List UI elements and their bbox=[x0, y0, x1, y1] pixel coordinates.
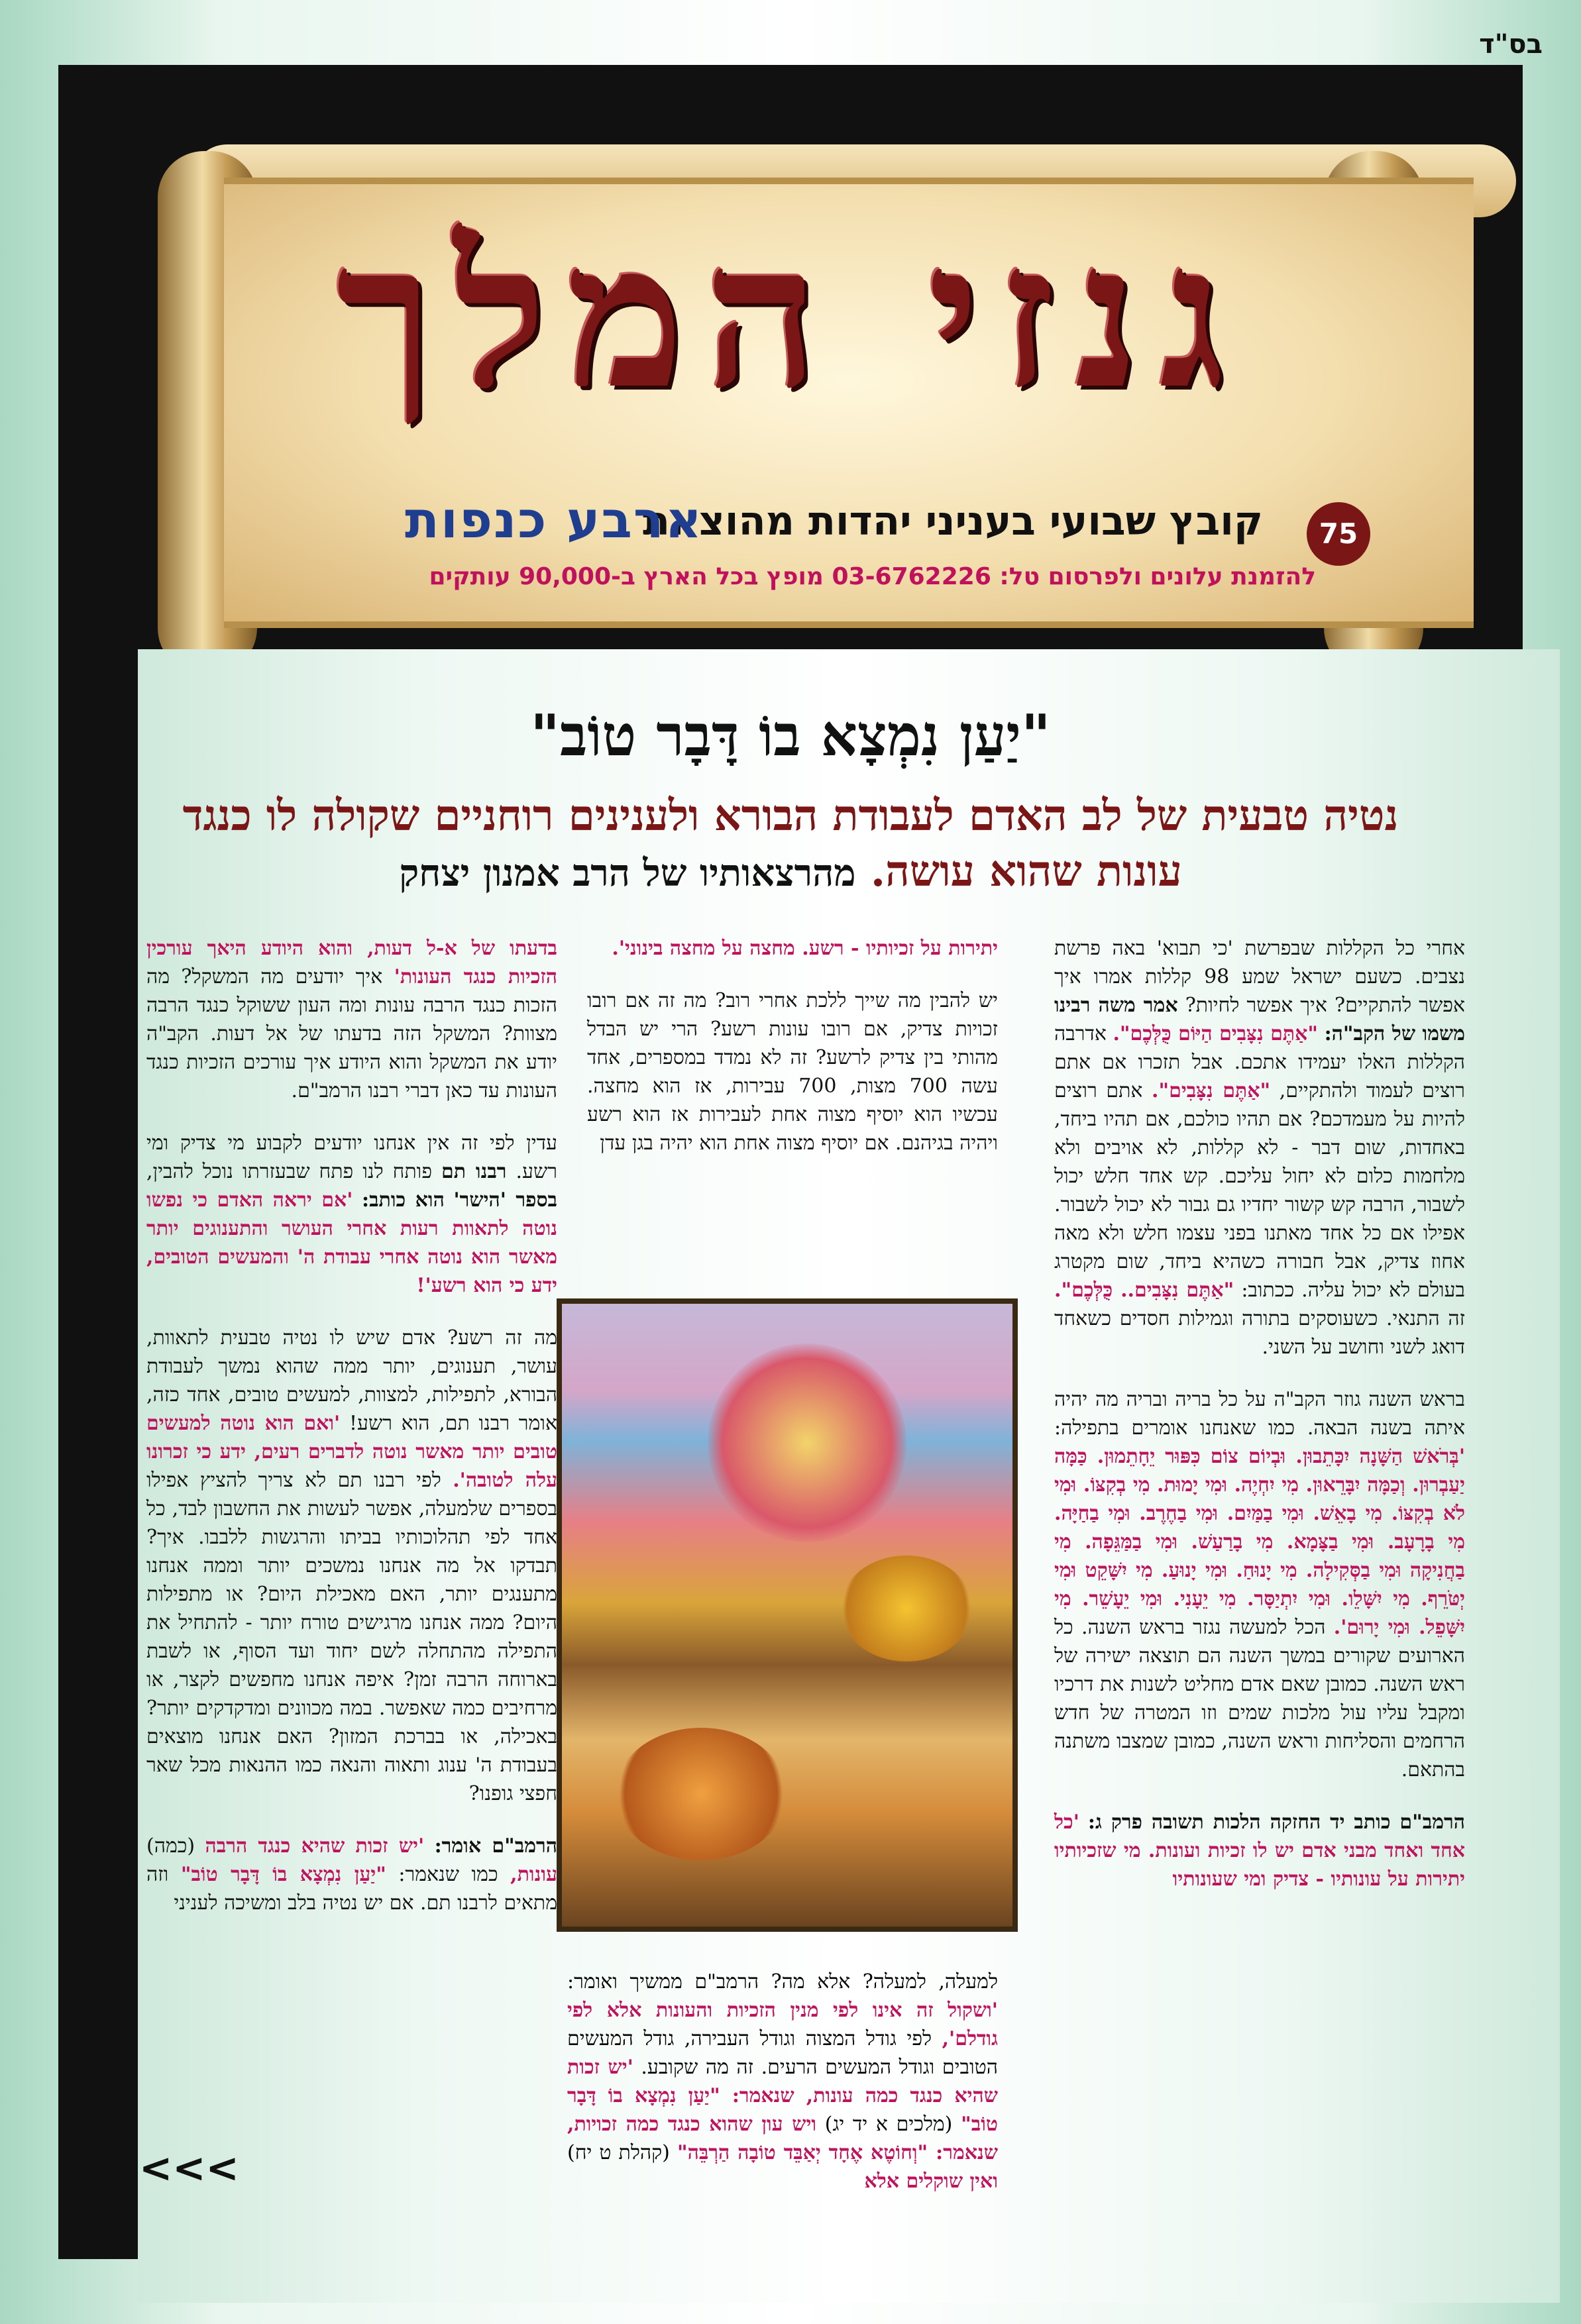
text-bold: הרמב"ם אומר: bbox=[434, 1834, 557, 1858]
subtitle-line-2-text: עונות שהוא עושה. bbox=[870, 847, 1182, 896]
text: לפי גודל המצוה וגודל העבירה, גודל המעשים הטובים וגודל המעשים הרעים. זה מה שקובע. bbox=[567, 2027, 999, 2079]
text: למעלה, למעלה? אלא מה? הרמב"ם ממשיך ואומר: bbox=[567, 1970, 998, 1993]
column-middle bbox=[587, 934, 998, 1181]
flower-bouquet bbox=[708, 1344, 906, 1542]
article-subtitle bbox=[0, 788, 1581, 901]
subtitle-line-2 bbox=[0, 844, 1581, 901]
quote: "יַעַן נִמְצָא בוֹ דָּבָר טוֹב" bbox=[180, 1863, 386, 1886]
text: כמו שנאמר: bbox=[398, 1863, 498, 1886]
quote: בדעתו של א-ל דעות, והוא היודע היאך עורכין הזכיות כנגד העונות' bbox=[146, 937, 557, 988]
text-bold: רבנו תם bbox=[441, 1160, 507, 1183]
quote: "אַתֶּם נִצָּבִים הַיּוֹם כֻּלְּכֶם". bbox=[1113, 1022, 1318, 1045]
paragraph bbox=[146, 934, 557, 1105]
paragraph bbox=[1054, 1808, 1465, 1893]
subtitle-line-1: נטיה טבעית של לב האדם לעבודת הבורא ולענינים רוחניים שקולה לו כנגד bbox=[182, 791, 1399, 841]
fruit-pile bbox=[615, 1728, 787, 1860]
quote: "אַתֶּם נִצָּבִים.. כֻּלְּכֶם". bbox=[1054, 1279, 1234, 1302]
text: מה זה רשע? אדם שיש לו נטיה טבעית לתאוות, עושר, תענוגים, יותר ממה שהוא נמשך לעבודת הבורא, לתפילות, למצוות, למעשים טובים, אחד כזה, אומר רבנו תם, הוא רשע! bbox=[146, 1326, 557, 1435]
newsletter-title: גנזי המלך bbox=[336, 199, 1245, 433]
citation: (מלכים א יד יג) bbox=[824, 2113, 953, 2136]
quote: 'אם יראה האדם כי נפשו נוטה לתאוות רעות אחרי העושר והתענוגים יותר מאשר הוא נוטה אחרי עבודת ה' והמעשים הטובים, ידע כי הוא רשע'! bbox=[146, 1188, 557, 1297]
fruit-bowl bbox=[840, 1556, 973, 1662]
quote: ואין שוקלים אלא bbox=[864, 2170, 998, 2193]
quote: יתירות על זכיותיו - רשע. מחצה על מחצה בינוני'. bbox=[612, 937, 998, 960]
paragraph bbox=[1054, 1385, 1465, 1784]
paragraph bbox=[1054, 934, 1465, 1361]
text: לפי רבנו תם לא צריך להציץ אפילו בספרים שלמעלה, אפשר לעשות את החשבון לבד, כל אחד לפי תהלוכותיו בביתו והרגשות ללבבו. איך? תבדקו אל מה אנחנו נמשכים יותר וממה אנחנו מתענגים יותר, האם מאכילת היום? או מתפילות היום? ממה אנחנו מרגישים טורח יותר - להתחיל את התפילה מהתחלה לשם יחוד ועד הסוף, או לשבת בארוחה הרבה זמן? איפה אנחנו מחפשים לקצר, או מרחיבים כמה שאפשר. במה מכוונים ומדקדקים יותר? באכילה, או בברכת המזון? האם אנחנו מוצאים בעבודת ה' ענוג ותאוה והנאה כמו ההנאות מכל שאר חפצי גופנו? bbox=[146, 1469, 557, 1805]
paragraph bbox=[587, 934, 998, 963]
text: איך יודעים מה המשקל? מה הזכות כנגד הרבה עונות ומה העון ששוקל כנגד הרבה מצוות? המשקל הזה בדעתו של אל דעות. הקב"ה יודע את המשקל והוא היודע איך עורכים הזכיות כנגד העונות עד כאן דברי רבנו הרמב"ם. bbox=[146, 965, 557, 1102]
publisher-logo: ארבע כנפות bbox=[405, 490, 703, 549]
quote: ויש עון שהוא כנגד כמה זכויות, שנאמר: "וְחוֹטֶא אֶחָד יְאַבֵּד טוֹבָה הַרְבֵּה" bbox=[567, 2113, 998, 2164]
text: אחרי כל הקללות שבפרשת 'כי תבוא' באה פרשת נצבים. כשעם ישראל שמע 98 קללות אמרו איך אפשר להתקיים? איך אפשר לחיות? bbox=[1054, 937, 1465, 1017]
issue-number-badge: 75 bbox=[1307, 502, 1370, 566]
text: (כמה) bbox=[146, 1834, 195, 1858]
paragraph bbox=[146, 1129, 557, 1300]
text-bold: בספר 'הישר' bbox=[453, 1188, 557, 1212]
paragraph bbox=[587, 986, 998, 1157]
column-right bbox=[1054, 934, 1465, 2193]
quote: 'כל אחד ואחד מבני אדם יש לו זכיות ועונות. מי שזכיותיו יתירות על עונותיו - צדיק ומי שעונותיו bbox=[1054, 1811, 1465, 1891]
byline: מהרצאותיו של הרב אמנון יצחק bbox=[399, 851, 856, 895]
text-bold: אמר משה רבינו משמו של הקב"ה: bbox=[1054, 994, 1466, 1045]
quote: 'יש זכות שהיא כנגד הרבה bbox=[205, 1834, 425, 1858]
newsletter-subtitle: קובץ שבועי בעניני יהדות מהוצאת bbox=[643, 498, 1263, 545]
contact-line: להזמנת עלונים ולפרסום טל: 03-6762226 מופץ בכל הארץ ב-90,000 עותקים bbox=[429, 563, 1316, 590]
quote: 'ואם הוא נוטה למעשים טובים יותר מאשר נוטה לדברים רעים, ידע כי זכרונו עלה לטובה'. bbox=[146, 1412, 557, 1492]
text: הכל למעשה נגזר בראש השנה. כל הארועים שקורים במשך השנה הם תוצאה ישירה של ראש השנה. כמובן שאם אדם מחליט לשנות את דרכיו ומקבל עליו עול מלכות שמים וזו המטרה של חדש הרחמים והסליחות וראש השנה, כמובן שמצבו משתנה בהתאם. bbox=[1054, 1616, 1465, 1781]
text: יש להבין מה שייך ללכת אחרי רוב? מה זה אם רובו זכויות צדיק, אם רובו עונות רשע? הרי יש הבדל מהותי בין צדיק לרשע? זה לא נמדד במספרים, אחד עשה 700 מצות, 700 עבירות, אז הוא מחצה. עכשיו הוא יוסיף מצוה אחת לעבירות אז הוא רשע ויהיה בגיהנם. אם יוסיף מצוה אחת הוא יהיה בגן עדן bbox=[587, 989, 998, 1155]
paragraph bbox=[146, 1324, 557, 1808]
quote: 'יש זכות שהיא כנגד כמה עונות, שנאמר: "יַעַן נִמְצָא בוֹ דָּבָר טוֹב" bbox=[567, 2056, 998, 2136]
text: פותח לנו פתח שבעזרתו נוכל להבין, bbox=[146, 1160, 433, 1183]
still-life-painting bbox=[557, 1298, 1018, 1932]
text: וזה מתאים לרבנו תם. אם יש נטיה בלב ומשיכה לעניני bbox=[146, 1863, 557, 1915]
text: אתם רוצים להיות על מעמדכם? אם תהיו כולכם, אם תהיו ביחד, באחדות, שום דבר - לא קללות, לא אויבים ולא מלחמות כלום לא יחול עליכם. קש אחד חלש יכול לשבור, הרבה קש קשור יחדיו גם גבור לא יכול לשבור. אפילו אם כל אחד מאתנו בפני עצמו חלש ולא מאה אחוז צדיק, אבל חבורה כשהיא ביחד, שום מקטרג בעולם לא יכול עליה. ככתוב: bbox=[1054, 1079, 1465, 1302]
article-title: "יַעַן נִמְצָא בוֹ דָּבָר טוֹב" bbox=[530, 702, 1051, 769]
continue-arrows: <<< bbox=[139, 2145, 239, 2192]
quote: עונות, bbox=[510, 1863, 557, 1886]
text-bold: הרמב"ם כותב יד החזקה הלכות תשובה פרק ג: bbox=[1087, 1811, 1466, 1834]
quote: 'ושקול זה אינו לפי מנין הזכיות והעונות אלא לפי גודלם', bbox=[567, 1999, 998, 2050]
quote: "אַתֶּם נִצָּבִים". bbox=[1152, 1079, 1271, 1102]
text: עדין לפי זה אין אנחנו יודעים לקבוע מי צדיק ומי רשע. bbox=[146, 1132, 557, 1183]
paragraph bbox=[146, 1832, 557, 1917]
text: אדרבה הקללות האלו יעמידו אתכם. אבל תזכרו אם אתם רוצים לעמוד ולהתקיים, bbox=[1054, 1022, 1465, 1102]
text: זה התנאי. כשעוסקים בתורה וגמילות חסדים כשאחד דואג לשני וחושב על השני. bbox=[1054, 1307, 1465, 1359]
bsd-header: בס"ד bbox=[1479, 29, 1543, 60]
quote: 'בְּרֹאשׁ הַשָּׁנָה יִכָּתֵבוּן. וּבְיוֹם צוֹם כִּפּוּר יֵחָתֵמוּן. כַּמָּה יַעַבְרוּן. וְכַמָּה יִבָּרֵאוּן. מִי יִחְיֶה. וּמִי יָמוּת. מִי בְקִצּוֹ. וּמִי לֹא בְקִצּוֹ. מִי בָאֵשׁ. וּמִי בַמַּיִם. וּמִי בַחֶרֶב. וּמִי בַחַיָּה. מִי בָרָעָב. וּמִי בַצָּמָא. מִי בָרַעַשׁ. וּמִי בַמַּגֵּפָה. מִי בַחֲנִיקָה וּמִי בַסְּקִילָה. מִי יָנוּחַ. וּמִי יָנוּעַ. מִי יִשָּׁקֵט וּמִי יְטֹּרֵף. מִי יִשָּׁלֵו. וּמִי יִתְיַסָּר. מִי יֵעָנִי. וּמִי יֵעָשֵׁר. מִי יִשָּׁפֵל. וּמִי יָרוּם'. bbox=[1054, 1445, 1466, 1639]
citation: (קהלת ט יח) bbox=[567, 2141, 670, 2164]
text: בראש השנה גוזר הקב"ה על כל בריה ובריה מה יהיה איתה בשנה הבאה. כמו שאנחנו אומרים בתפילה: bbox=[1054, 1388, 1465, 1440]
column-middle-bottom bbox=[567, 1968, 998, 2195]
column-left bbox=[146, 934, 557, 1941]
text-bold: הוא כותב: bbox=[362, 1188, 445, 1212]
